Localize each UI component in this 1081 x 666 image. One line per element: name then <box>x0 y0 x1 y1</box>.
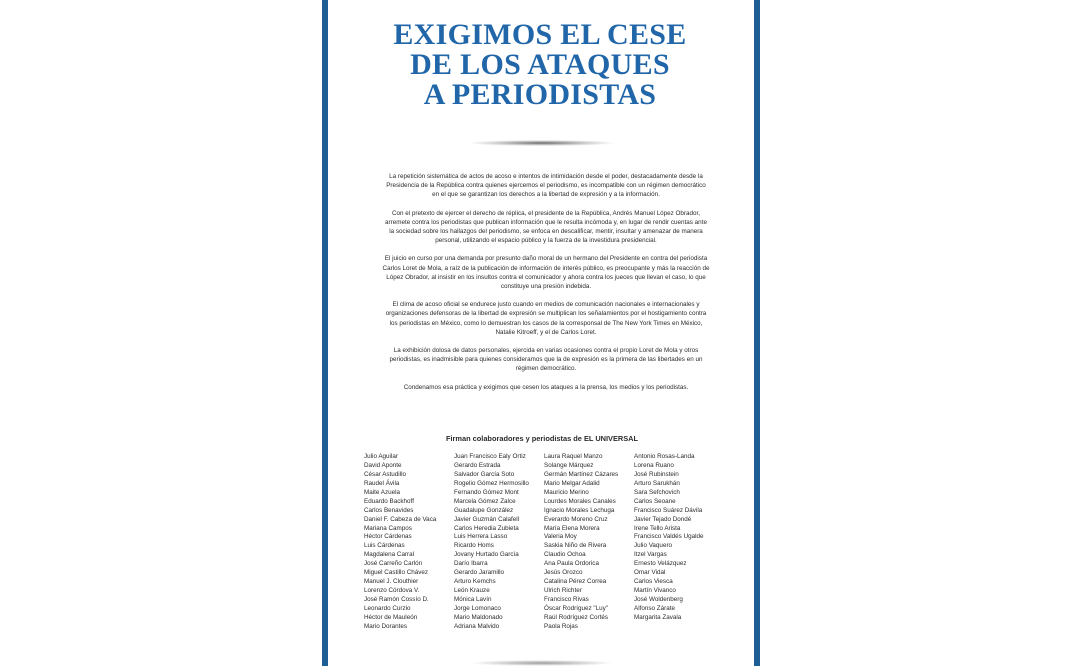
signer-name: Jorge Lomonaco <box>454 604 501 612</box>
statement-paragraph: Condenamos esa práctica y exigimos que cesen los ataques a la prensa, los medios y los periodistas. <box>403 383 689 391</box>
signer-name: Paola Rojas <box>544 622 578 630</box>
signer-name: Solange Márquez <box>544 461 594 469</box>
signer-name: Itzel Vargas <box>634 551 667 559</box>
signer-name: María Elena Morera <box>544 524 600 532</box>
statement-paragraph: Con el pretexto de ejercer el derecho de réplica, el presidente de la República, Andrés Manuel López Obrador, arremete contra los periodistas que publican información que le resulta incómoda y, en lugar de rendir cuentas ante la sociedad sobre los hallazgos del periodismo, se enfoca en descalificar, mentir, insultar y amenazar de manera personal, utilizando el espacio público y la fuerza de la investidura presidencial. <box>385 209 707 245</box>
signer-name: Catalina Pérez Correa <box>544 578 607 586</box>
signer-name: Arturo Kemchs <box>454 578 496 586</box>
signer-name: Héctor de Mauleón <box>364 613 418 621</box>
signer-name: Mónica Lavín <box>454 596 492 603</box>
signer-name: Francisco Suárez Dávila <box>634 506 703 514</box>
signer-name: Gerardo Estrada <box>454 461 501 469</box>
signer-name: Raúl Rodríguez Cortés <box>544 613 609 621</box>
signer-name: Julio Aguilar <box>364 453 398 460</box>
signers-column-3 <box>544 453 618 632</box>
statement-paragraph: La exhibición dolosa de datos personales, ejercida en varias ocasiones contra el propio Loret de Mola y otros periodistas, es inadmisible para quienes consideramos que la de expresión es la primera de las libertades en un régimen democrático. <box>389 347 703 373</box>
right-border-bar <box>754 0 760 666</box>
title-divider-shadow <box>470 140 614 146</box>
signer-name: Marcela Gómez Zalce <box>454 497 516 505</box>
signer-name: Everardo Moreno Cruz <box>544 515 608 523</box>
signer-name: Mariana Campos <box>364 524 412 532</box>
signer-name: José Carreño Carlón <box>364 560 423 568</box>
signer-name: Ernesto Velázquez <box>634 560 687 568</box>
signer-name: Lorenzo Córdova V. <box>364 587 420 595</box>
signer-name: José Ramón Cossío D. <box>364 596 429 603</box>
signer-name: Luis Cárdenas <box>364 542 405 550</box>
signer-name: Saskia Niño de Rivera <box>544 542 607 550</box>
signer-name: Carlos Viesca <box>634 578 673 586</box>
page-title <box>340 20 740 110</box>
signer-name: Valeria Moy <box>544 533 577 541</box>
signer-name: Javier Guzmán Calafell <box>454 515 520 523</box>
statement-paragraph: El juicio en curso por una demanda por presunto daño moral de un hermano del Presidente en contra del periodista Carlos Loret de Mola, a raíz de la publicación de información de interés público, es preocupante y más la reacción de López Obrador, al insistir en los insultos contra el comunicador y ahora contra los jueces que llevan el caso, lo que constituye una presión indebida. <box>382 255 710 291</box>
signer-name: Fernando Gómez Mont <box>454 488 519 496</box>
signer-name: Maite Azuela <box>364 488 401 496</box>
signer-name: Carlos Seoane <box>634 497 676 505</box>
signers-column-1 <box>364 453 436 632</box>
signer-name: Javier Tejado Dondé <box>634 515 692 523</box>
signers-column-4 <box>634 453 704 623</box>
title-line-3: A PERIODISTAS <box>423 78 657 111</box>
signer-name: Irene Tello Arista <box>634 524 681 532</box>
signer-name: Germán Martínez Cázares <box>544 470 619 478</box>
signer-name: Salvador García Soto <box>454 470 515 478</box>
signer-name: León Krauze <box>454 587 490 595</box>
signer-name: Claudio Ochoa <box>544 551 586 559</box>
signer-name: Magdalena Carral <box>364 551 415 559</box>
signer-name: Héctor Cárdenas <box>364 533 412 541</box>
signer-name: José Woldenberg <box>634 596 683 603</box>
signer-name: David Aponte <box>364 461 402 469</box>
signer-name: Rogelio Gómez Hermosillo <box>454 479 529 487</box>
signer-name: Ricardo Homs <box>454 542 494 550</box>
statement-paragraph: La repetición sistemática de actos de acoso e intentos de intimidación desde el poder, destacadamente desde la Presidencia de la República contra quienes ejercemos el periodismo, es incompatible con un régimen democrático en el que se garantizan los derechos a la libertad de expresión y a la información. <box>386 173 706 199</box>
signer-name: Carlos Benavides <box>364 506 414 514</box>
bottom-divider-shadow <box>470 660 614 666</box>
title-line-2: DE LOS ATAQUES <box>410 48 670 81</box>
signer-name: Manuel J. Clouthier <box>364 578 419 586</box>
signer-name: Carlos Heredia Zubieta <box>454 524 519 532</box>
signer-name: Lourdes Morales Canales <box>544 497 616 505</box>
signer-name: Laura Raquel Manzo <box>544 453 603 460</box>
signer-name: Guadalupe González <box>454 506 514 514</box>
signer-name: Arturo Sarukhán <box>634 479 680 487</box>
signer-name: Leonardo Curzio <box>364 604 411 612</box>
title-line-1: EXIGIMOS EL CESE <box>393 18 687 51</box>
signer-name: Eduardo Backhoff <box>364 497 414 505</box>
signer-name: Mauricio Merino <box>544 488 589 496</box>
signer-name: César Astudillo <box>364 470 406 478</box>
signer-name: Gerardo Jaramillo <box>454 569 505 577</box>
signer-name: Omar Vidal <box>634 569 666 577</box>
signer-name: Margarita Zavala <box>634 613 682 621</box>
signer-name: Mario Dorantes <box>364 622 408 630</box>
signer-name: Daniel F. Cabeza de Vaca <box>364 515 437 523</box>
signer-name: Julio Vaquero <box>634 542 673 550</box>
left-border-bar <box>322 0 328 666</box>
signer-name: Darío Ibarra <box>454 560 488 568</box>
signer-name: Martín Vivanco <box>634 587 676 595</box>
signer-name: Luis Herrera Lasso <box>454 533 508 541</box>
signer-name: Antonio Rosas-Landa <box>634 453 695 460</box>
signer-name: Jesús Orozco <box>544 569 583 577</box>
signer-name: Miguel Castillo Chávez <box>364 569 429 577</box>
signer-name: Mario Maldonado <box>454 613 503 621</box>
signer-name: Juan Francisco Ealy Ortiz <box>454 453 526 460</box>
signer-name: Adriana Malvido <box>454 622 500 630</box>
statement-paragraph: El clima de acoso oficial se endurece justo cuando en medios de comunicación nacionales e internacionales y organizaciones defensoras de la libertad de expresión se multiplican los señalamientos por el hostigamiento contra los periodistas en México, como lo demuestran los casos de la corresponsal de The New York Times en México, Natalie Kitroeff, y el de Carlos Loret. <box>385 301 707 336</box>
signer-name: José Rubinstein <box>634 470 679 478</box>
signer-name: Lorena Ruano <box>634 461 674 469</box>
signer-name: Óscar Rodríguez "Luy" <box>544 604 608 612</box>
signer-name: Ulrich Richter <box>544 587 582 595</box>
signer-name: Francisco Valdés Ugalde <box>634 533 704 541</box>
statement-body <box>382 172 710 401</box>
signers-heading: Firman colaboradores y periodistas de EL UNIVERSAL <box>445 434 639 443</box>
signer-name: Sara Sefchovich <box>634 488 680 496</box>
signer-name: Mario Melgar Adalid <box>544 479 600 487</box>
signer-name: Ignacio Morales Lechuga <box>544 506 615 514</box>
signer-name: Jovany Hurtado García <box>454 551 519 559</box>
signer-name: Raudel Ávila <box>364 479 400 487</box>
signer-name: Ana Paula Ordorica <box>544 560 599 568</box>
signer-name: Francisco Rivas <box>544 596 589 603</box>
signer-name: Alfonso Zárate <box>634 604 675 612</box>
signers-column-2 <box>454 453 529 632</box>
